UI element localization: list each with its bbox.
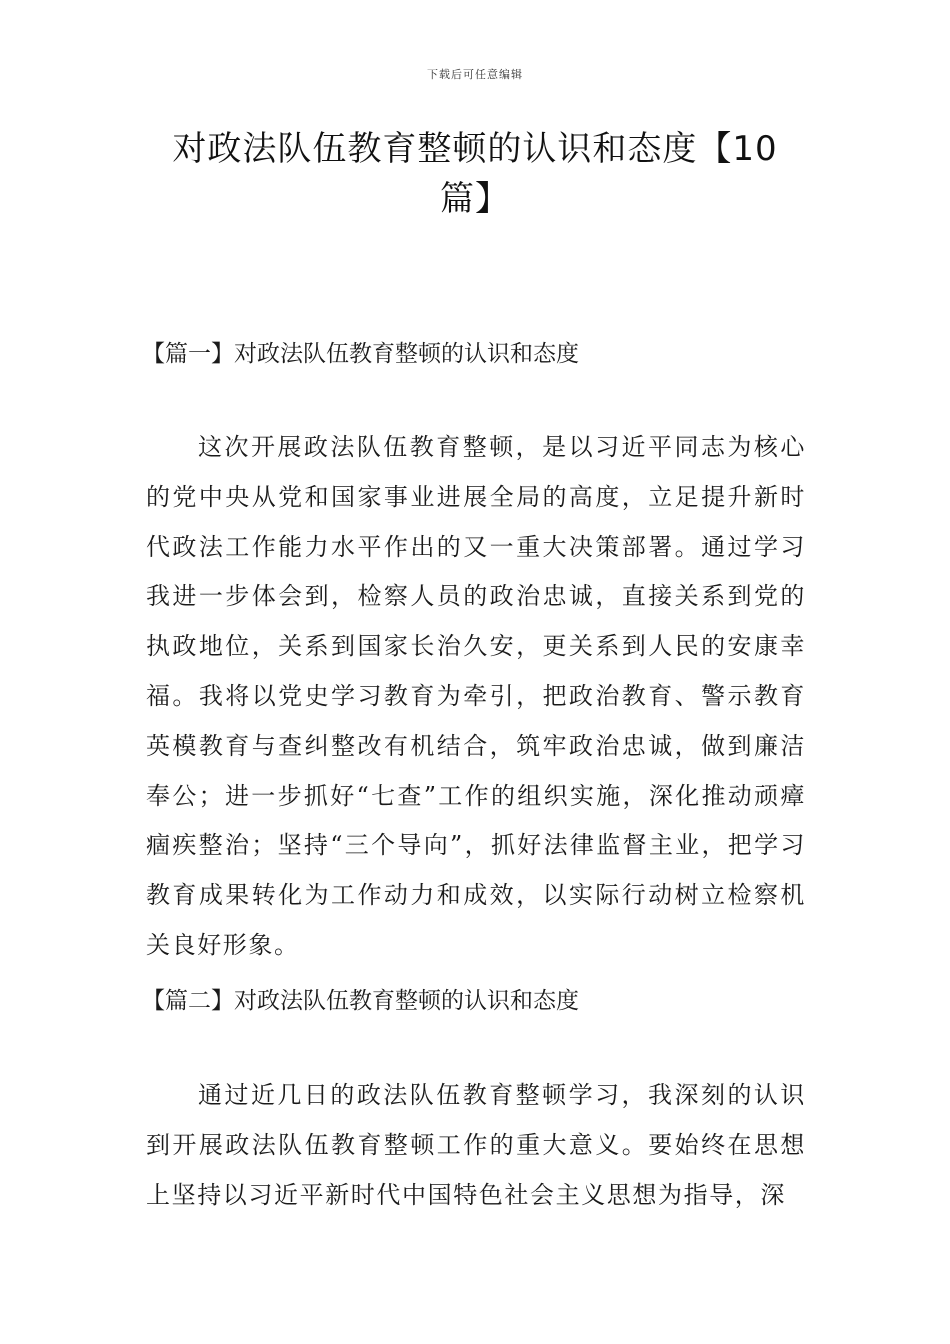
header-note: 下载后可任意编辑 xyxy=(427,68,523,81)
section-paragraph-1: 这次开展政法队伍教育整顿，是以习近平同志为核心的党中央从党和国家事业进展全局的高度，立足提升新时代政法工作能力水平作出的又一重大决策部署。通过学习我进一步体会到，检察人员的政治忠诚，直接关系到党的执政地位，关系到国家长治久安，更关系到人民的安康幸福。我将以党史学习教育为牵引，把政治教育、警示教育英模教育与查纠整改有机结合，筑牢政治忠诚，做到廉洁奉公；进一步抓好“七查”工作的组织实施，深化推动顽瘴痼疾整治；坚持“三个导向”，抓好法律监督主业，把学习教育成果转化为工作动力和成效，以实际行动树立检察机关良好形象。 xyxy=(146,433,806,959)
section-heading-2: 【篇二】对政法队伍教育整顿的认识和态度 xyxy=(142,988,579,1014)
document-title: 对政法队伍教育整顿的认识和态度【10篇】 xyxy=(172,129,778,219)
section-paragraph-2: 通过近几日的政法队伍教育整顿学习，我深刻的认识到开展政法队伍教育整顿工作的重大意义。要始终在思想上坚持以习近平新时代中国特色社会主义思想为指导，深 xyxy=(146,1081,806,1209)
section-heading-1: 【篇一】对政法队伍教育整顿的认识和态度 xyxy=(142,341,579,367)
